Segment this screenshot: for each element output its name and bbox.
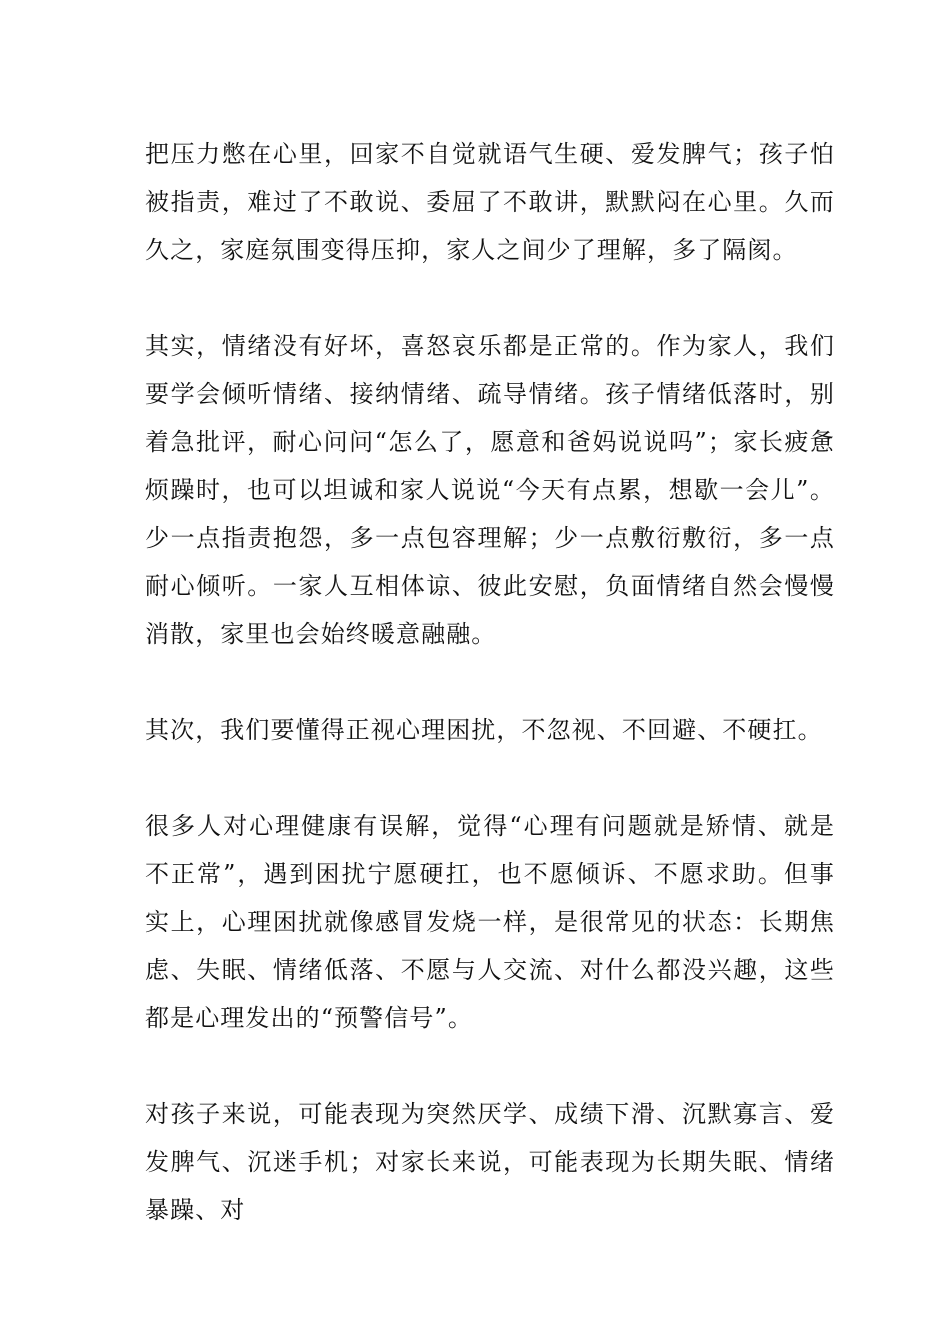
paragraph-4: 很多人对心理健康有误解，觉得“心理有问题就是矫情、就是不正常”，遇到困扰宁愿硬扛，也不愿倾诉、不愿求助。但事实上，心理困扰就像感冒发烧一样，是很常见的状态：长期焦虑、失眠、情绪低落、不愿与人交流、对什么都没兴趣，这些都是心理发出的“预警信号”。 xyxy=(145,812,835,1032)
paragraph-3: 其次，我们要懂得正视心理困扰，不忽视、不回避、不硬扛。 xyxy=(145,716,823,744)
document-body xyxy=(145,130,835,1282)
paragraph-1: 把压力憋在心里，回家不自觉就语气生硬、爱发脾气；孩子怕被指责，难过了不敢说、委屈了不敢讲，默默闷在心里。久而久之，家庭氛围变得压抑，家人之间少了理解，多了隔阂。 xyxy=(145,140,835,264)
paragraph-2: 其实，情绪没有好坏，喜怒哀乐都是正常的。作为家人，我们要学会倾听情绪、接纳情绪、疏导情绪。孩子情绪低落时，别着急批评，耐心问问“怎么了，愿意和爸妈说说吗”；家长疲惫烦躁时，也可以坦诚和家人说说“今天有点累，想歇一会儿”。少一点指责抱怨，多一点包容理解；少一点敷衍敷衍，多一点耐心倾听。一家人互相体谅、彼此安慰，负面情绪自然会慢慢消散，家里也会始终暖意融融。 xyxy=(145,332,835,648)
paragraph-5: 对孩子来说，可能表现为突然厌学、成绩下滑、沉默寡言、爱发脾气、沉迷手机；对家长来说，可能表现为长期失眠、情绪暴躁、对 xyxy=(145,1100,835,1224)
